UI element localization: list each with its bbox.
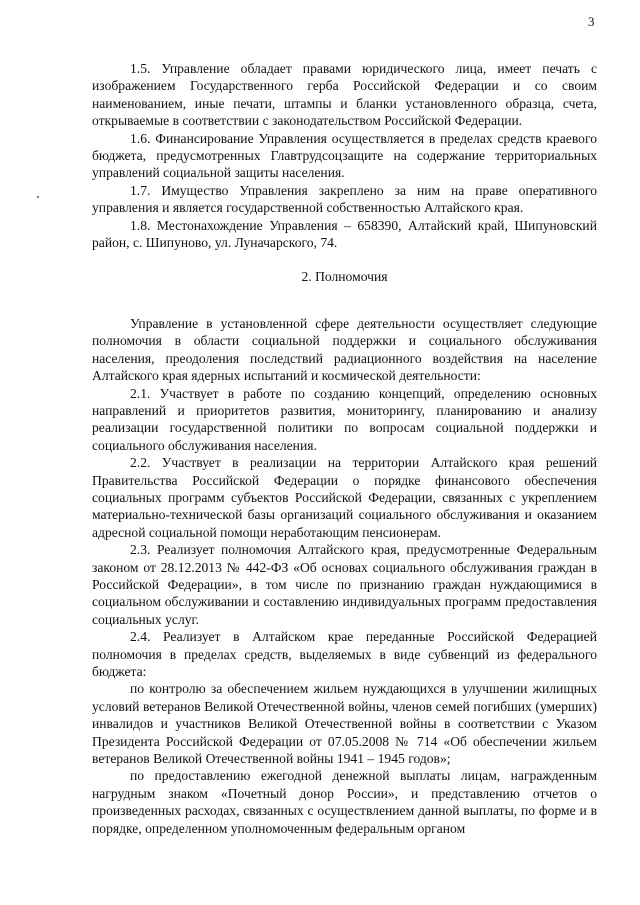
document-body [92, 60, 597, 837]
paragraph-2-2: 2.2. Участвует в реализации на территории Алтайского края решений Правительства Российской Федерации о порядке финансового обеспечения социальных программ субъектов Российской Федерации, связанных с укреплением материально-технической базы организаций социального обслуживания и оказанием адресной социальной помощи неработающим пенсионерам. [92, 455, 597, 540]
paragraph-1-6: 1.6. Финансирование Управления осуществляется в пределах средств краевого бюджета, предусмотренных Главтрудсоцзащите на содержание территориальных управлений социальной защиты населения. [92, 130, 597, 181]
paragraph-2-1: 2.1. Участвует в работе по созданию концепций, определению основных направлений и приоритетов развития, мониторингу, планированию и анализу реализации государственной политики по вопросам социальной поддержки и социального обслуживания населения. [92, 385, 597, 453]
paragraph-1-5: 1.5. Управление обладает правами юридического лица, имеет печать с изображением Государственного герба Российской Федерации и со своим наименованием, иные печати, штампы и бланки установленного образца, счета, открываемые в соответствии с законодательством Российской Федерации. [92, 61, 597, 129]
paragraph-2-3: 2.3. Реализует полномочия Алтайского края, предусмотренные Федеральным законом от 28.12.2013 № 442-ФЗ «Об основах социального обслуживания граждан в Российской Федерации», в том числе по признанию граждан нуждающимися в социальном обслуживании и составлению индивидуальных программ предоставления социальных услуг. [92, 542, 597, 627]
section-heading: 2. Полномочия [301, 269, 388, 285]
paragraph-housing-control: по контролю за обеспечением жильем нуждающихся в улучшении жилищных условий ветеранов Великой Отечественной войны, членов семей погибших (умерших) инвалидов и участников Великой Отечественной войны в соответствии с Указом Президента Российской Федерации от 07.05.2008 № 714 «Об обеспечении жильем ветеранов Великой Отечественной войны 1941 – 1945 годов»; [92, 681, 597, 767]
scan-speck [37, 196, 39, 198]
paragraph-1-7: 1.7. Имущество Управления закреплено за ним на праве оперативного управления и является государственной собственностью Алтайского края. [92, 182, 597, 216]
paragraph-donor-payment: по предоставлению ежегодной денежной выплаты лицам, награжденным нагрудным знаком «Почетный донор России», и представлению отчетов о произведенных расходах, связанных с осуществлением данной выплаты, по форме и в порядке, определенном уполномоченным федеральным органом [92, 768, 597, 836]
paragraph-2-4: 2.4. Реализует в Алтайском крае переданные Российской Федерацией полномочия в пределах средств, выделяемых в виде субвенций из федерального бюджета: [92, 629, 597, 679]
paragraph-intro: Управление в установленной сфере деятельности осуществляет следующие полномочия в области социальной поддержки и социального обслуживания населения, преодоления последствий радиационного воздействия на население Алтайского края ядерных испытаний и космической деятельности: [92, 315, 597, 384]
paragraph-1-8: 1.8. Местонахождение Управления – 658390, Алтайский край, Шипуновский район, с. Шипуново, ул. Луначарского, 74. [92, 217, 597, 251]
page-number: 3 [588, 14, 595, 29]
